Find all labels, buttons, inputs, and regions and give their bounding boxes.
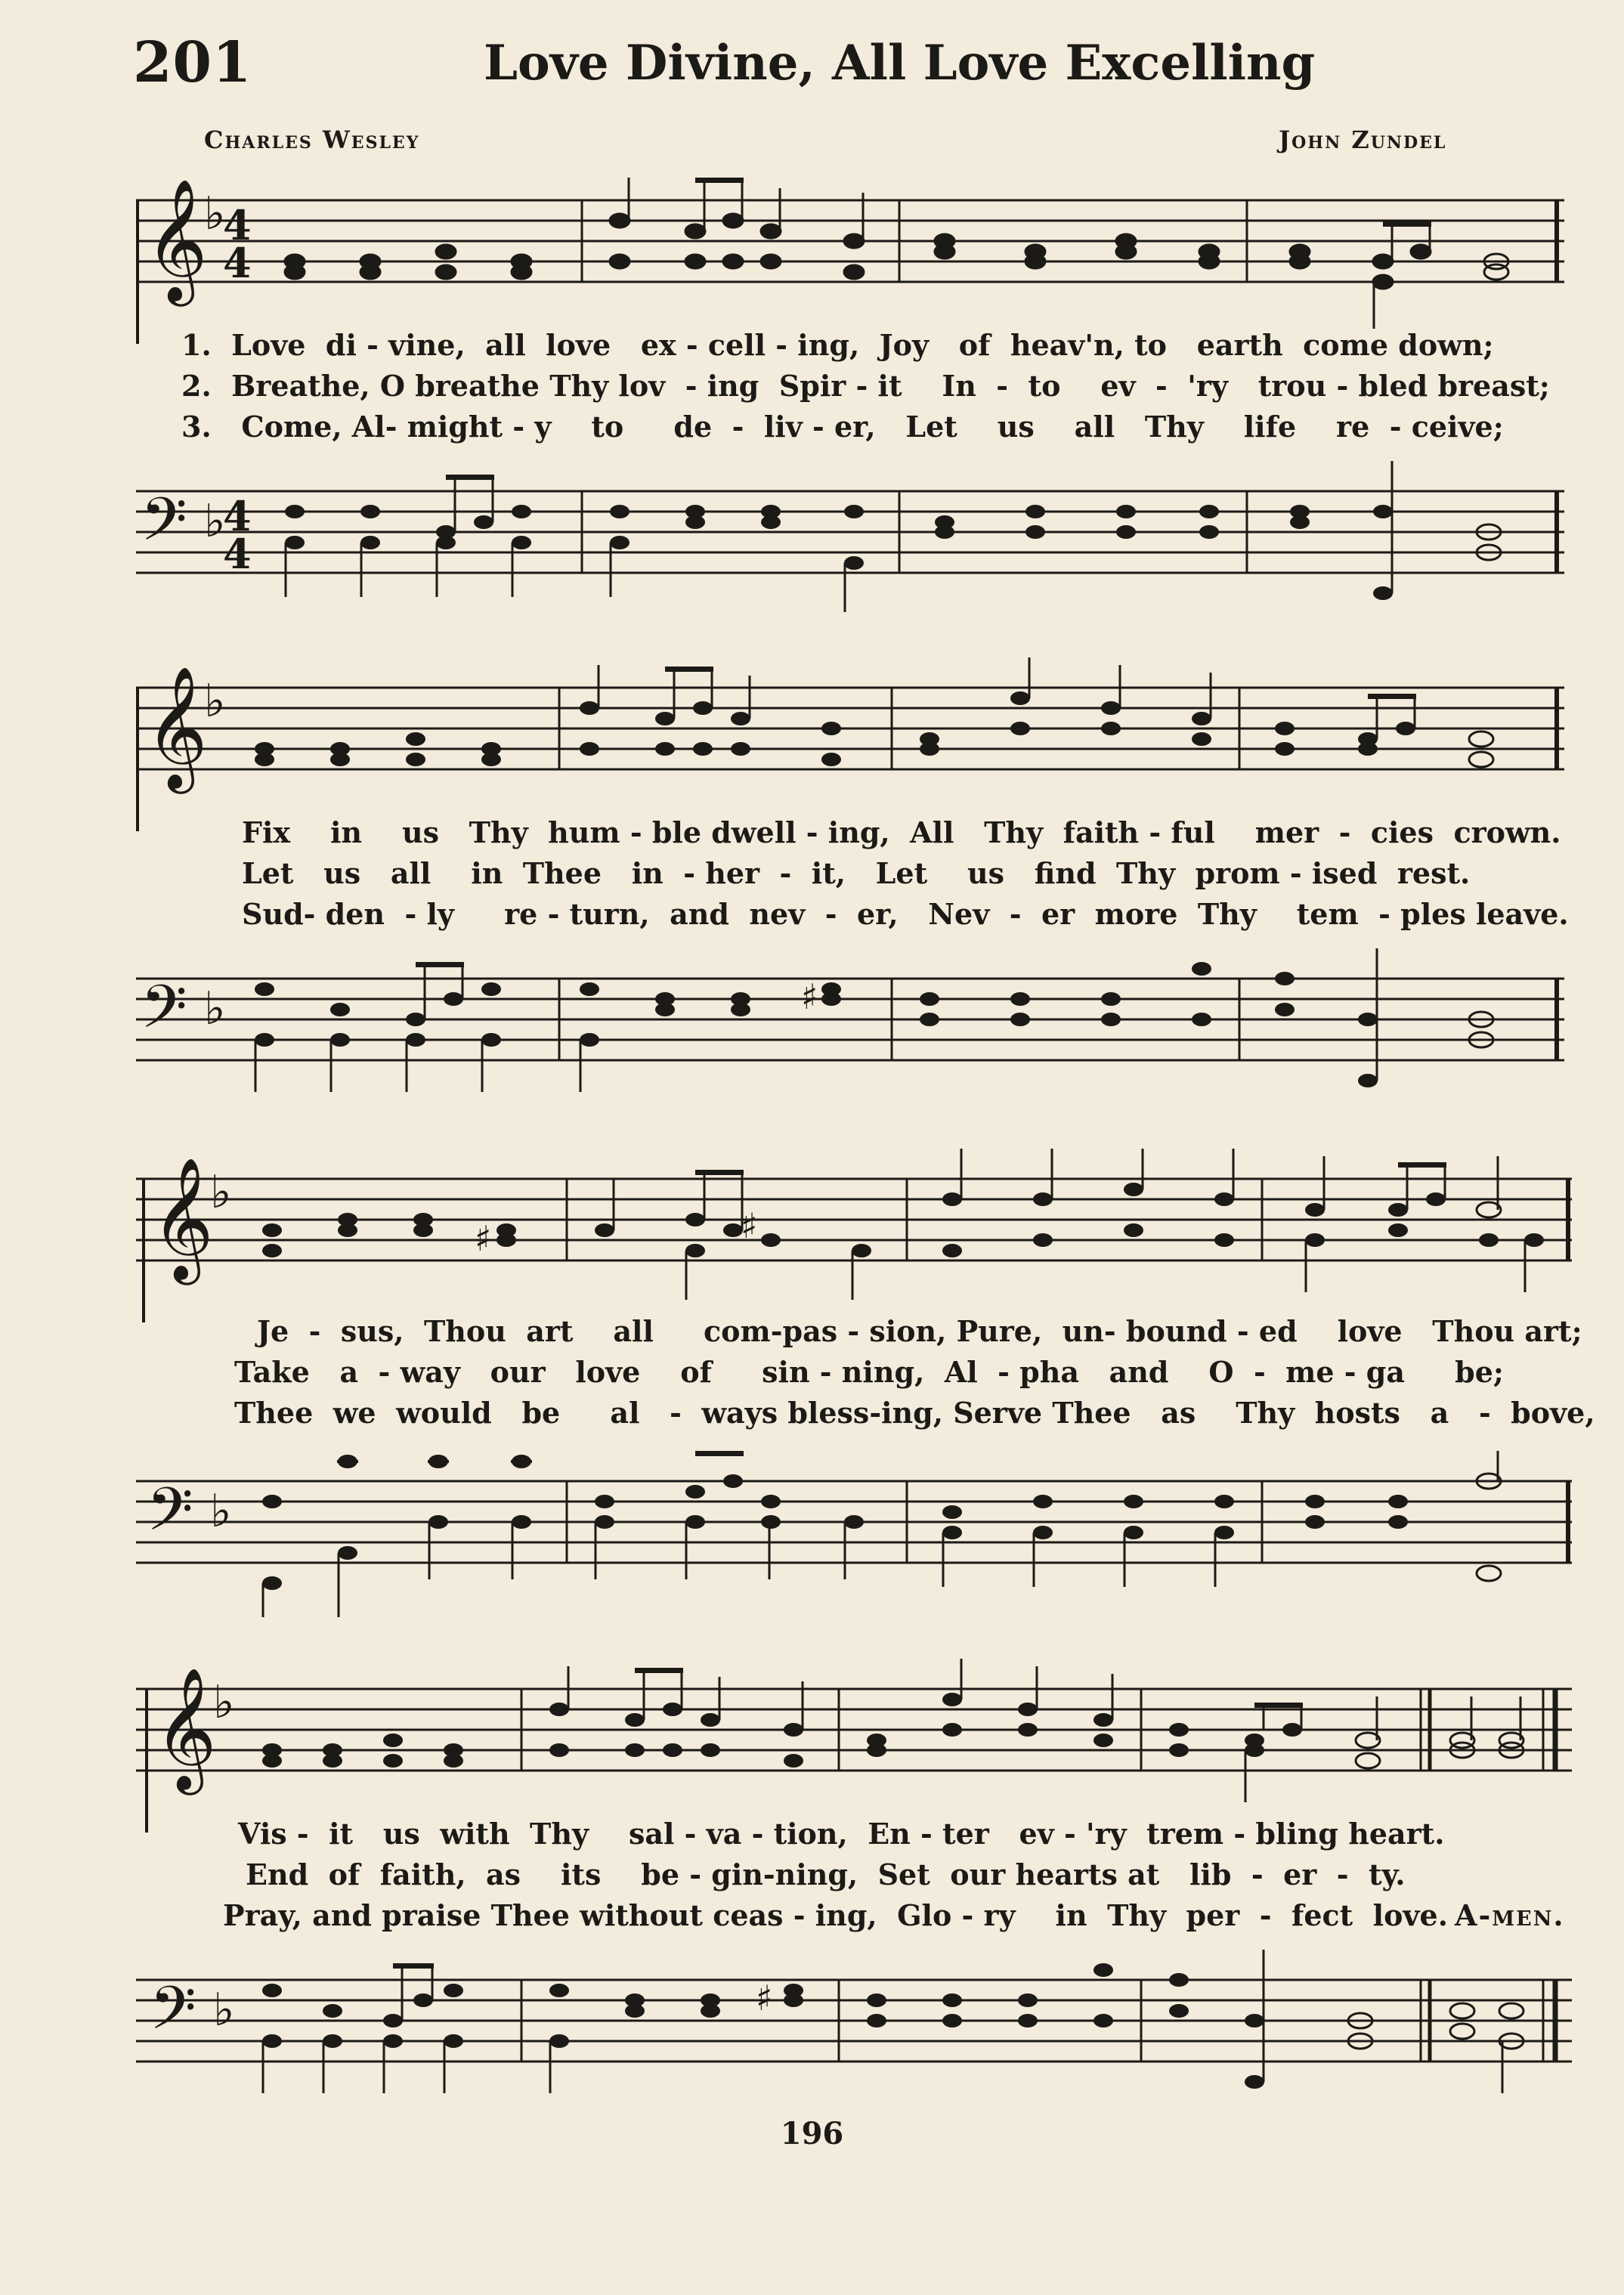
svg-text:𝄢: 𝄢	[150, 1973, 196, 2058]
svg-text:♭: ♭	[210, 1485, 232, 1538]
lyrics-system-1	[136, 325, 1572, 447]
treble-staff-notation	[136, 170, 1572, 344]
svg-text:4: 4	[223, 239, 252, 287]
author-credit: Charles Wesley	[204, 125, 420, 154]
treble-staff	[136, 170, 1572, 344]
bass-staff	[136, 1950, 1572, 2116]
music-system-4	[136, 1659, 1572, 2112]
lyrics-system-3	[136, 1311, 1595, 1434]
lyric-line: Sud- den - ly re - turn, and nev - er, Nev - er more Thy tem - ples leave.	[242, 897, 1569, 931]
svg-text:𝄞: 𝄞	[145, 178, 208, 302]
lyric-line	[136, 1895, 1572, 1936]
svg-text:𝄢: 𝄢	[141, 484, 187, 569]
svg-text:𝄢: 𝄢	[141, 972, 187, 1056]
svg-text:♭: ♭	[213, 1676, 235, 1729]
bass-staff	[136, 1451, 1572, 1617]
svg-text:♯: ♯	[475, 1218, 492, 1259]
bass-staff-notation	[136, 461, 1572, 627]
hymn-title: Love Divine, All Love Excelling	[484, 35, 1316, 91]
page-number: 196	[780, 2116, 844, 2151]
svg-text:♭: ♭	[204, 187, 226, 240]
svg-text:4: 4	[223, 201, 252, 249]
lyric-line: Vis - it us with Thy sal - va - tion, En - ter ev - 'ry trem - bling heart.	[238, 1817, 1445, 1851]
svg-text:4: 4	[223, 492, 252, 540]
treble-staff	[136, 1149, 1572, 1322]
composer-credit: John Zundel	[1279, 125, 1447, 154]
music-system-3	[136, 1149, 1595, 1617]
svg-text:♭: ♭	[210, 1166, 232, 1219]
music-system-2	[136, 657, 1572, 1111]
lyric-line: Take a - way our love of sin - ning, Al - pha and O - me - ga be;	[234, 1355, 1504, 1389]
bass-staff-notation	[136, 1451, 1572, 1617]
svg-text:♭: ♭	[204, 982, 226, 1035]
hymn-number: 201	[133, 30, 252, 95]
lyric-line: 1. Love di - vine, all love ex - cell - ing, Joy of heav'n, to earth come down;	[181, 328, 1494, 362]
amen-label: A-men.	[1455, 1898, 1565, 1932]
svg-text:𝄞: 𝄞	[154, 1667, 217, 1790]
svg-text:𝄞: 𝄞	[145, 666, 208, 789]
svg-text:𝄞: 𝄞	[151, 1157, 214, 1280]
svg-text:♯: ♯	[801, 976, 818, 1017]
lyric-line: Let us all in Thee in - her - it, Let us find Thy prom - ised rest.	[242, 856, 1471, 890]
bass-staff	[136, 461, 1572, 627]
treble-staff	[136, 1659, 1572, 1833]
svg-text:𝄢: 𝄢	[147, 1474, 193, 1559]
music-system-1	[136, 170, 1572, 623]
lyrics-system-2	[136, 812, 1572, 935]
lyrics-system-4	[136, 1814, 1572, 1936]
svg-text:4: 4	[223, 530, 252, 578]
treble-staff	[136, 657, 1572, 831]
lyric-line: End of faith, as its be - gin-ning, Set our hearts at lib - er - ty.	[246, 1857, 1406, 1891]
svg-text:♭: ♭	[204, 675, 226, 728]
bass-staff	[136, 948, 1572, 1115]
lyric-line: 3. Come, Al- might - y to de - liv - er, Let us all Thy life re - ceive;	[181, 410, 1504, 444]
lyric-line: Je - sus, Thou art all com-pas - sion, Pure, un- bound - ed love Thou art;	[257, 1314, 1582, 1348]
svg-text:♯: ♯	[756, 1978, 773, 2018]
lyric-line: 2. Breathe, O breathe Thy lov - ing Spir - it In - to ev - 'ry trou - bled breast;	[181, 369, 1550, 403]
svg-text:♭: ♭	[213, 1984, 235, 2037]
lyric-verse-3: Pray, and praise Thee without ceas - ing, Glo - ry in Thy per - fect love.	[223, 1898, 1448, 1932]
svg-text:♯: ♯	[741, 1205, 758, 1246]
lyric-line: Thee we would be al - ways bless-ing, Serve Thee as Thy hosts a - bove,	[234, 1396, 1595, 1430]
treble-staff-notation	[136, 1149, 1572, 1322]
svg-text:♭: ♭	[204, 495, 226, 548]
treble-staff-notation	[136, 1659, 1572, 1833]
bass-staff-notation	[136, 1950, 1572, 2116]
bass-staff-notation	[136, 948, 1572, 1115]
treble-staff-notation	[136, 657, 1572, 831]
lyric-line: Fix in us Thy hum - ble dwell - ing, All Thy faith - ful mer - cies crown.	[242, 815, 1561, 849]
